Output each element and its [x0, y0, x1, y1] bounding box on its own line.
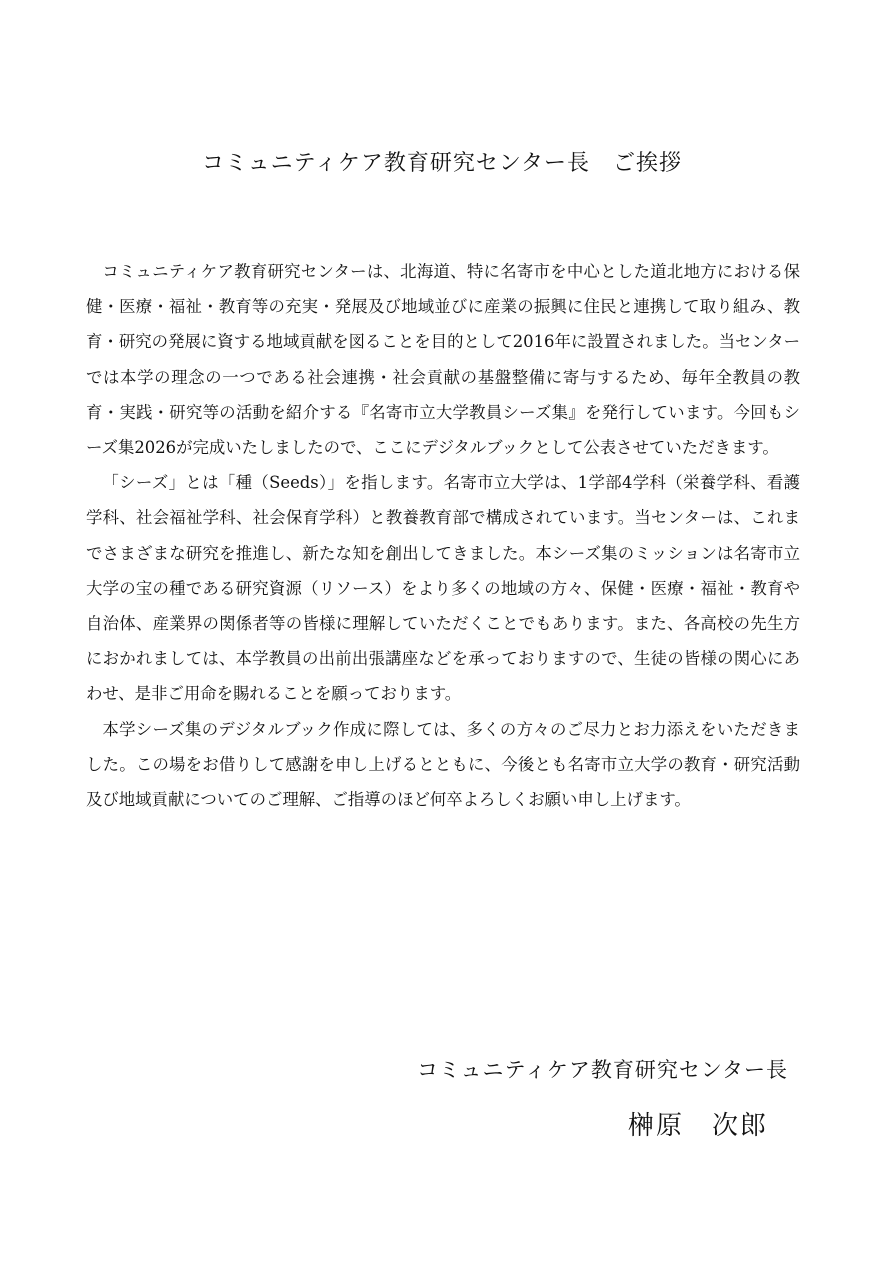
- signature-name: 榊原 次郎: [627, 1111, 768, 1141]
- document-body: [86, 254, 800, 817]
- signature-role: コミュニティケア教育研究センター長: [416, 1058, 788, 1082]
- paragraph-2: 「シーズ」とは「種（Seeds）」を指します。名寄市立大学は、1学部4学科（栄養学科、看護学科、社会福祉学科、社会保育学科）と教養教育部で構成されています。当センターは、これまでさまざまな研究を推進し、新たな知を創出してきました。本シーズ集のミッションは名寄市立大学の宝の種である研究資源（リソース）をより多くの地域の方々、保健・医療・福祉・教育や自治体、産業界の関係者等の皆様に理解していただくことでもあります。また、各高校の先生方におかれましては、本学教員の出前出張講座などを承っておりますので、生徒の皆様の関心にあわせ、是非ご用命を賜れることを願っております。: [86, 473, 800, 704]
- paragraph-3: 本学シーズ集のデジタルブック作成に際しては、多くの方々のご尽力とお力添えをいただきました。この場をお借りして感謝を申し上げるとともに、今後とも名寄市立大学の教育・研究活動及び地域貢献についてのご理解、ご指導のほど何卒よろしくお願い申し上げます。: [86, 719, 800, 810]
- paragraph-1: コミュニティケア教育研究センターは、北海道、特に名寄市を中心とした道北地方における保健・医療・福祉・教育等の充実・発展及び地域並びに産業の振興に住民と連携して取り組み、教育・研究の発展に資する地域貢献を図ることを目的として2016年に設置されました。当センターでは本学の理念の一つである社会連携・社会貢献の基盤整備に寄与するため、毎年全教員の教育・実践・研究等の活動を紹介する『名寄市立大学教員シーズ集』を発行しています。今回もシーズ集2026が完成いたしましたので、ここにデジタルブックとして公表させていただきます。: [86, 262, 800, 458]
- page-title: コミュニティケア教育研究センター長 ご挨拶: [202, 151, 682, 176]
